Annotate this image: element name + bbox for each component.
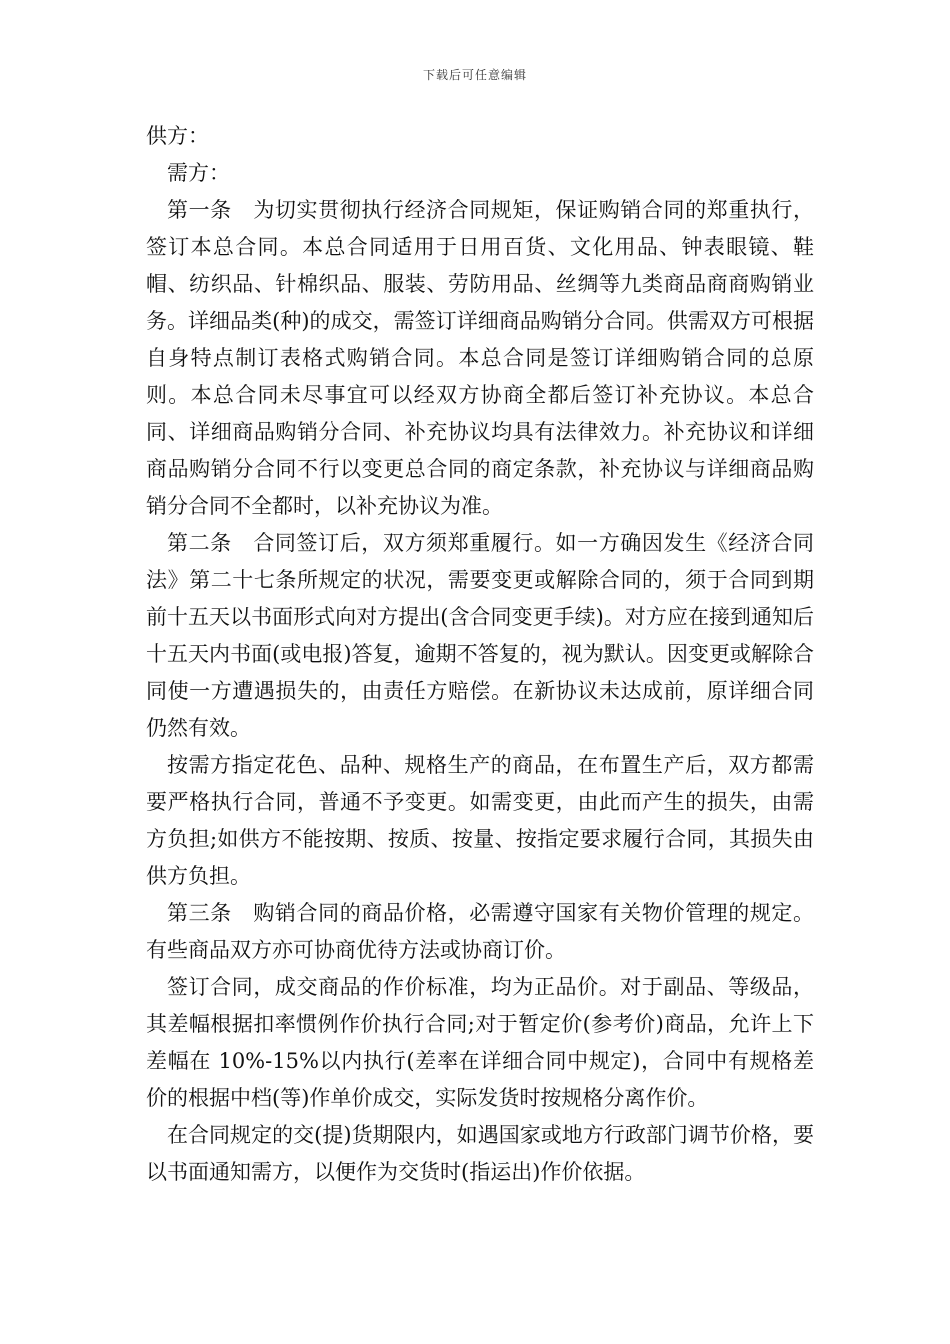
price-adjustment-paragraph: 在合同规定的交(提)货期限内，如遇国家或地方行政部门调节价格，要以书面通知需方，以便作为交货时(指运出)作价依据。 — [146, 1123, 814, 1184]
buyer-line: 需方： — [167, 161, 230, 185]
supplier-line: 供方： — [146, 124, 209, 148]
article-1-paragraph: 第一条 为切实贯彻执行经济合同规矩，保证购销合同的郑重执行，签订本总合同。本总合同适用于日用百货、文化用品、钟表眼镜、鞋帽、纺织品、针棉织品、服装、劳防用品、丝绸等九类商品商商购销业务。详细品类(种)的成交，需签订详细商品购销分合同。供需双方可根据自身特点制订表格式购销合同。本总合同是签订详细购销合同的总原则。本总合同未尽事宜可以经双方协商全都后签订补充协议。本总合同、详细商品购销分合同、补充协议均具有法律效力。补充协议和详细商品购销分合同不行以变更总合同的商定条款，补充协议与详细商品购销分合同不全都时，以补充协议为准。 — [146, 198, 814, 518]
page-header: 下载后可任意编辑 — [422, 68, 527, 82]
document-body — [146, 118, 814, 1191]
article-3-paragraph: 第三条 购销合同的商品价格，必需遵守国家有关物价管理的规定。有些商品双方亦可协商优待方法或协商订价。 — [146, 901, 814, 962]
article-2-supplement-paragraph: 按需方指定花色、品种、规格生产的商品，在布置生产后，双方都需要严格执行合同，普通不予变更。如需变更，由此而产生的损失，由需方负担;如供方不能按期、按质、按量、按指定要求履行合同，其损失由供方负担。 — [146, 753, 814, 888]
pricing-standard-paragraph: 签订合同，成交商品的作价标准，均为正品价。对于副品、等级品，其差幅根据扣率惯例作价执行合同;对于暂定价(参考价)商品，允许上下差幅在 10%-15%以内执行(差率在详细合同中规定)，合同中有规格差价的根据中档(等)作单价成交，实际发货时按规格分离作价。 — [146, 975, 814, 1110]
article-2-paragraph: 第二条 合同签订后，双方须郑重履行。如一方确因发生《经济合同法》第二十七条所规定的状况，需要变更或解除合同的，须于合同到期前十五天以书面形式向对方提出(含合同变更手续)。对方应在接到通知后十五天内书面(或电报)答复，逾期不答复的，视为默认。因变更或解除合同使一方遭遇损失的，由责任方赔偿。在新协议未达成前，原详细合同仍然有效。 — [146, 531, 814, 740]
